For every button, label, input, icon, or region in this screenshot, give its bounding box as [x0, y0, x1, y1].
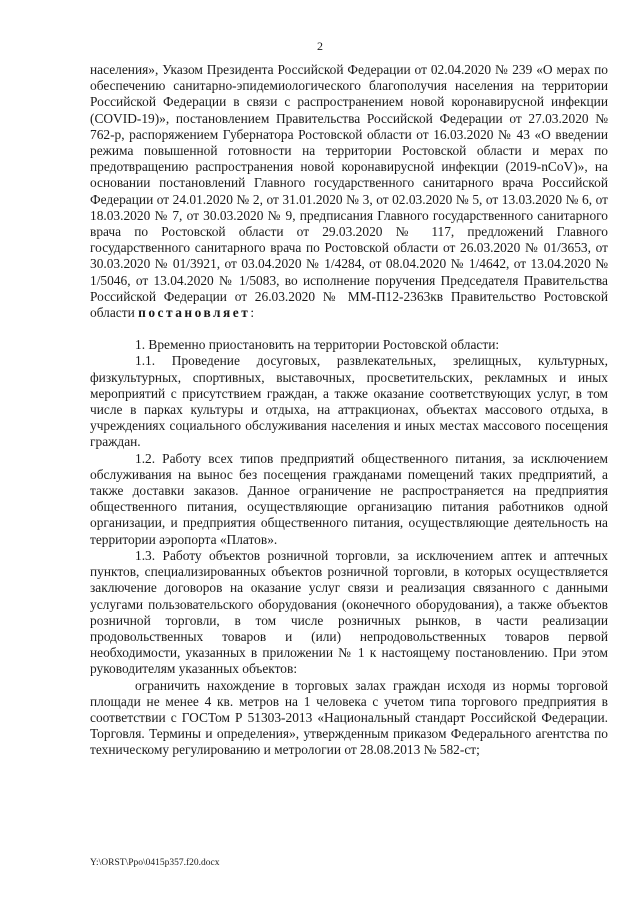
page-number: 2: [317, 39, 323, 53]
resolves-colon: :: [250, 305, 255, 321]
item-1: 1. Временно приостановить на территории Ростовской области:: [135, 337, 500, 353]
footer-file-path: Y:\ORST\Ppo\0415p357.f20.docx: [90, 858, 220, 868]
item-1-3-subitem: ограничить нахождение в торговых залах граждан исходя из нормы торговой площади не менее 4 кв. метров на 1 человека с учетом типа торгового предприятия в соответствии с ГОСТом Р 51303-2013 «Национальный стандарт Российской Федерации. Торговля. Термины и определения», утвержденным приказом Федерального агентства по техническому регулированию и метрологии от 28.08.2013 № 582-ст;: [90, 677, 608, 758]
intro-paragraph: [90, 62, 608, 321]
document-body: [90, 62, 608, 759]
item-1-2: 1.2. Работу всех типов предприятий общественного питания, за исключением обслуживания на вынос без посещения гражданами помещений таких предприятий, а также доставки заказов. Данное ограничение не распространяется на предприятия общественного питания, осуществляющие организацию питания работников одной организации, и предприятия общественного питания, осуществляющие деятельность на территории аэропорта «Платов».: [90, 450, 608, 547]
intro-text: населения», Указом Президента Российской Федерации от 02.04.2020 № 239 «О мерах по обеспечению санитарно-эпидемиологического благополучия населения на территории Российской Федерации в связи с распространением новой коронавирусной инфекции (COVID-19)», постановлением Правительства Российской Федерации от 27.03.2020 № 762-р, распоряжением Губернатора Ростовской области от 16.03.2020 № 43 «О введении режима повышенной готовности на территории Ростовской области и мерах по предотвращению распространения новой коронавирусной инфекции (2019-nCoV)», на основании постановлений Главного государственного санитарного врача Российской Федерации от 24.01.2020 № 2, от 31.01.2020 № 3, от 02.03.2020 № 5, от 13.03.2020 № 6, от 18.03.2020 № 7, от 30.03.2020 № 9, предписания Главного государственного санитарного врача по Ростовской области от 29.03.2020 № 117, предложений Главного государственного санитарного врача по Ростовской области от 26.03.2020 № 01/3653, от 30.03.2020 № 01/3921, от 03.04.2020 № 1/4284, от 08.04.2020 № 1/4642, от 13.04.2020 № 1/5046, от 13.04.2020 № 1/5083, во исполнение поручения Председателя Правительства Российской Федерации от 26.03.2020 № ММ-П12-2363кв Правительство Ростовской области: [90, 62, 608, 321]
resolves-word: постановляет: [138, 305, 251, 321]
item-1-3: 1.3. Работу объектов розничной торговли, за исключением аптек и аптечных пунктов, специализированных объектов розничной торговли, в которых осуществляется заключение договоров на оказание услуг связи и реализация связанного с данными услугами пользовательского оборудования (оконечного оборудования), а также объектов розничной торговли, в том числе розничных рынков, в части реализации продовольственных товаров и (или) непродовольственных товаров первой необходимости, указанных в приложении № 1 к настоящему постановлению. При этом руководителям указанных объектов:: [90, 547, 608, 677]
item-1-1: 1.1. Проведение досуговых, развлекательных, зрелищных, культурных, физкультурных, спортивных, выставочных, просветительских, рекламных и иных мероприятий с присутствием граждан, а также оказание соответствующих услуг, в том числе в парках культуры и отдыха, на аттракционах, объектах массового отдыха, в учреждениях социального обслуживания населения и иных местах массового посещения граждан.: [90, 353, 608, 450]
